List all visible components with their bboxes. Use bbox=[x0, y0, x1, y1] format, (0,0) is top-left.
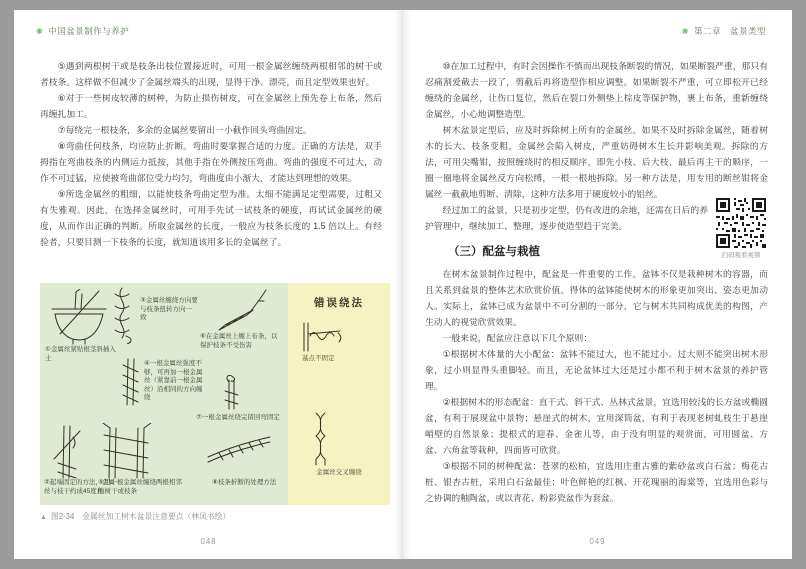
figure-caption-text: 图2-34 金属丝加工树木盆景注意要点（林凤书绘） bbox=[50, 512, 231, 521]
drawing-45-degree-start bbox=[50, 423, 82, 486]
paragraph: ①根据树木体量的大小配盆：盆钵不能过大，也不能过小。过大则不能突出树木形象，过小则显得头重脚轻。而且，无论盆钵过大还是过小都不利于树木盆景的养护管理。 bbox=[425, 349, 768, 391]
caption-triangle-icon: ▲ bbox=[40, 514, 47, 521]
drawing-broken-branch-fix bbox=[206, 433, 272, 470]
drawing-second-wire bbox=[118, 357, 142, 412]
chapter-title: 第二章 盆景类型 bbox=[693, 26, 766, 36]
drawing-hook-end bbox=[220, 375, 242, 416]
paragraph: 树木盆景定型后，应及时拆除树上所有的金属丝。如果不及时拆除金属丝，随着树木的长大、枝条变粗，金属丝会陷入树皮，严重妨碍树木生长并影响美观。拆除的方法，可用尖嘴钳，按照缠绕时的相反顺序，即先小枝、后大枝、最后再主干的顺序，一圈一圈地将金属丝反方向松缚，一根一根地拆除。另一种方法是，用专用的断丝钳将金属丝一截截地剪断、清除，这种方法多用于硬度较小的铝丝。 bbox=[425, 125, 768, 199]
paragraph: 经过加工的盆景，只是初步定型，仍有改进的余地，还需在日后的养护管理中，继续加工、整理，逐步使造型趋于完美。 bbox=[425, 205, 708, 231]
book-title: 中国盆景制作与养护 bbox=[48, 26, 130, 36]
paragraph: ⑤遇到两根树干或是枝条出枝位置接近时，可用一根金属丝缠绕两根相邻的树干或者枝条。这样做不但减少了金属丝端头的出现，显得干净、漂亮，而且定型效果也好。 bbox=[40, 61, 382, 87]
paragraph: ⑥对于一些树皮较薄的树种，为防止损伤树皮，可在金属丝上预先卷上布条，然后再缠扎加工。 bbox=[40, 93, 382, 119]
drawing-wrong-loose-base bbox=[298, 321, 344, 358]
qr-caption: 扫码观看视频 bbox=[721, 252, 761, 259]
figure-label-7: ⑦一根金属丝绕完留回弯固定 bbox=[196, 414, 280, 421]
figure-label-6: ⑥在金属丝上缠上布条，以保护枝条不受伤害 bbox=[200, 333, 278, 349]
figure-label-2: ②起端固定的方法，金属丝与枝干约成45度角 bbox=[44, 479, 115, 495]
page-right bbox=[403, 10, 792, 559]
section-heading: （三）配盆与栽植 bbox=[448, 246, 540, 258]
figure-2-34 bbox=[40, 283, 390, 505]
paragraph: ⑩在加工过程中，有时会因操作不慎而出现枝条断裂的情况，如果断裂严重，那只有忍痛割爱截去一段了，剪截后再将造型作相应调整。如果断裂不严重，可立即松开已经缠绕的金属丝，让伤口复位，然后在裂口外侧垫上棕皮等保护物，裹上布条，重新缠绕金属丝，小心地调整造型。 bbox=[425, 61, 768, 119]
flower-icon: ❋ bbox=[36, 27, 44, 36]
page-number-right: 049 bbox=[589, 537, 606, 546]
page-left bbox=[14, 10, 403, 559]
left-body-text bbox=[40, 58, 382, 250]
drawing-wrong-cross-wind bbox=[310, 411, 332, 472]
figure-caption bbox=[40, 511, 382, 522]
figure-label-1: ①金属丝紧贴根茎斜插入土 bbox=[45, 346, 116, 362]
figure-label-5: ⑤用一根金属丝缠绕两根相邻的树干或枝条 bbox=[98, 479, 182, 495]
figure-label-8: ⑧枝条折断的处理方法 bbox=[212, 479, 277, 486]
paragraph: ③根据不同的树种配盆：苍翠的松柏，宜选用庄重古雅的紫砂盆或白石盆；梅花古桩、银杏古桩，采用白石盆最佳；叶色鲜艳的红枫、开花瑰丽的海棠等，宜选用色彩与之协调的釉陶盆，或以青花、粉彩瓷盆作为套盆。 bbox=[425, 461, 768, 503]
running-head-right bbox=[682, 25, 766, 37]
drawing-cloth-wrap bbox=[216, 288, 268, 337]
wrong-methods-heading: 错误绕法 bbox=[314, 297, 364, 309]
running-head-left bbox=[36, 25, 129, 37]
paragraph: ⑨所选金属丝的粗细，以能使枝条弯曲定型为准。太细不能满足定型需要，过粗又有失雅观。因此，在选择金属丝时，可用手先试一试枝条的硬度，再试试金属丝的硬度，从而作出正确的判断。所取金属丝的长度，一般应为枝条长度的 1.5 倍以上。有经验者，只要目测一下枝条的长度，就知道该用多长的金属丝了。 bbox=[40, 189, 382, 247]
figure-label-4: ④一根金属丝强度不够，可再加一根金属丝（紧靠前一根金属丝）沿相同的方向缠绕 bbox=[144, 360, 203, 402]
figure-label-err1: 基点不固定 bbox=[302, 355, 335, 362]
figure-label-3: ③金属丝缠绕方向要与枝条扭转方向一致 bbox=[140, 297, 198, 322]
figure-label-err2: 金属丝交叉缠绕 bbox=[316, 469, 362, 476]
drawing-wire-into-pot bbox=[46, 289, 112, 350]
paragraph: 在树木盆景制作过程中，配盆是一件重要的工作。盆钵不仅是栽种树木的容器，而且关系到盆景的整体艺术欣赏价值。得体的盆钵能使树木的形象更加突出、姿态更加动人。实际上，盆钵已成为盆景中不可分割的一部分，它与树木共同构成优美的构图，产生动人的视觉欣赏效果。 bbox=[425, 269, 768, 327]
flower-icon: ❋ bbox=[681, 27, 689, 36]
drawing-two-trunks bbox=[98, 423, 154, 486]
page-number-left: 048 bbox=[200, 537, 217, 546]
paragraph: ②根据树木的形态配盆：直干式、斜干式、丛林式盆景，宜选用较浅的长方盆或椭圆盆，有利于展现盆中景物；悬崖式的树木，宜用深筒盆，有利于表现老树虬枝生于悬崖峭壁的自然景象；提根式的迎春、金雀儿等，由于没有明显的观赏面，可用圆盆、方盆、六角盆等栽种，四面皆可欣赏。 bbox=[425, 397, 768, 455]
right-body-text bbox=[425, 58, 768, 506]
paragraph: 一般来说，配盆应注意以下几个原则： bbox=[442, 333, 593, 343]
paragraph: ⑧弯曲任何枝条，均应防止折断。弯曲时要掌握合适的力度。正确的方法是，双手拇指在弯曲枝条的内侧运力抵按，其他手指在外侧按压弯曲。弯曲的强度不可过大，动作不可过猛，应使被弯曲部位受力均匀，弯曲度由小渐大，才能达到理想的效果。 bbox=[40, 141, 382, 183]
book-spread bbox=[14, 10, 792, 559]
paragraph: ⑦每绕完一根枝条，多余的金属丝要留出一小截作回头弯曲固定。 bbox=[57, 125, 312, 135]
drawing-wind-with-twist bbox=[106, 286, 138, 349]
